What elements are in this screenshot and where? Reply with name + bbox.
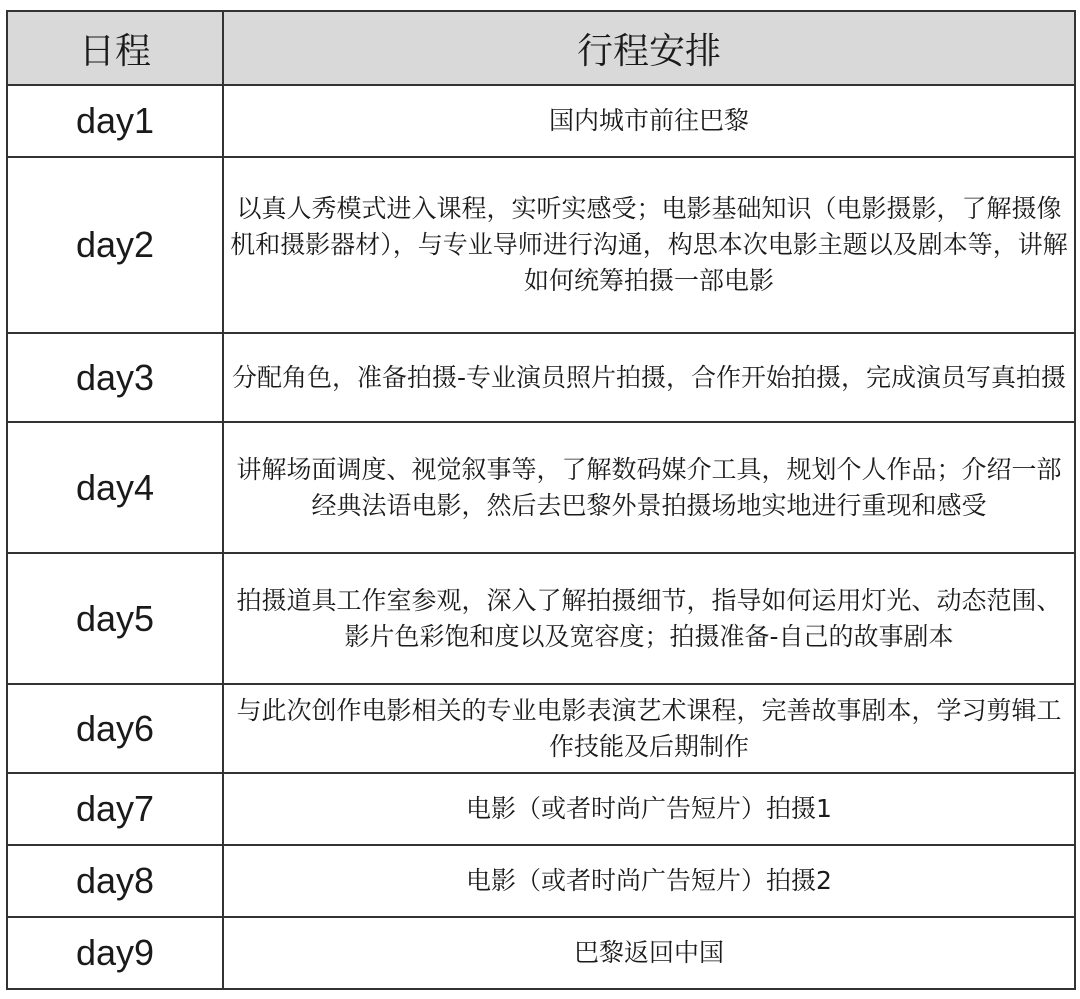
header-row xyxy=(7,11,1075,85)
table-row xyxy=(7,684,1075,773)
day-cell: day7 xyxy=(7,773,223,845)
day-cell: day4 xyxy=(7,422,223,553)
plan-text: 国内城市前往巴黎 xyxy=(548,106,749,135)
day-cell: day9 xyxy=(7,917,223,989)
table-row xyxy=(7,85,1075,157)
plan-cell xyxy=(223,422,1075,553)
header-day: 日程 xyxy=(7,11,223,85)
day-cell: day1 xyxy=(7,85,223,157)
day-cell: day6 xyxy=(7,684,223,773)
plan-text: 讲解场面调度、视觉叙事等，了解数码媒介工具，规划个人作品；介绍一部经典法语电影，然后去巴黎外景拍摄场地实地进行重现和感受 xyxy=(236,454,1062,520)
plan-text: 巴黎返回中国 xyxy=(573,938,724,967)
day-cell: day5 xyxy=(7,553,223,684)
table-row xyxy=(7,157,1075,333)
plan-cell xyxy=(223,333,1075,422)
plan-text: 以真人秀模式进入课程，实听实感受；电影基础知识（电影摄影，了解摄像机和摄影器材），与专业导师进行沟通，构思本次电影主题以及剧本等，讲解如何统筹拍摄一部电影 xyxy=(230,194,1068,295)
header-plan: 行程安排 xyxy=(223,11,1075,85)
schedule-table xyxy=(6,10,1076,990)
day-cell: day2 xyxy=(7,157,223,333)
plan-cell xyxy=(223,773,1075,845)
table-row xyxy=(7,422,1075,553)
plan-cell xyxy=(223,684,1075,773)
plan-cell xyxy=(223,917,1075,989)
day-cell: day8 xyxy=(7,845,223,917)
table-row xyxy=(7,917,1075,989)
plan-cell xyxy=(223,157,1075,333)
plan-text: 分配角色，准备拍摄-专业演员照片拍摄，合作开始拍摄，完成演员写真拍摄 xyxy=(231,362,1067,392)
day-cell: day3 xyxy=(7,333,223,422)
plan-text: 电影（或者时尚广告短片）拍摄1 xyxy=(466,794,832,823)
table-row xyxy=(7,773,1075,845)
plan-text: 电影（或者时尚广告短片）拍摄2 xyxy=(466,866,832,895)
plan-cell xyxy=(223,553,1075,684)
table-row xyxy=(7,845,1075,917)
plan-text: 拍摄道具工作室参观，深入了解拍摄细节，指导如何运用灯光、动态范围、影片色彩饱和度以及宽容度；拍摄准备-自己的故事剧本 xyxy=(236,585,1062,651)
plan-text: 与此次创作电影相关的专业电影表演艺术课程，完善故事剧本，学习剪辑工作技能及后期制作 xyxy=(236,695,1062,761)
table-row xyxy=(7,553,1075,684)
plan-cell xyxy=(223,845,1075,917)
plan-cell xyxy=(223,85,1075,157)
table-row xyxy=(7,333,1075,422)
